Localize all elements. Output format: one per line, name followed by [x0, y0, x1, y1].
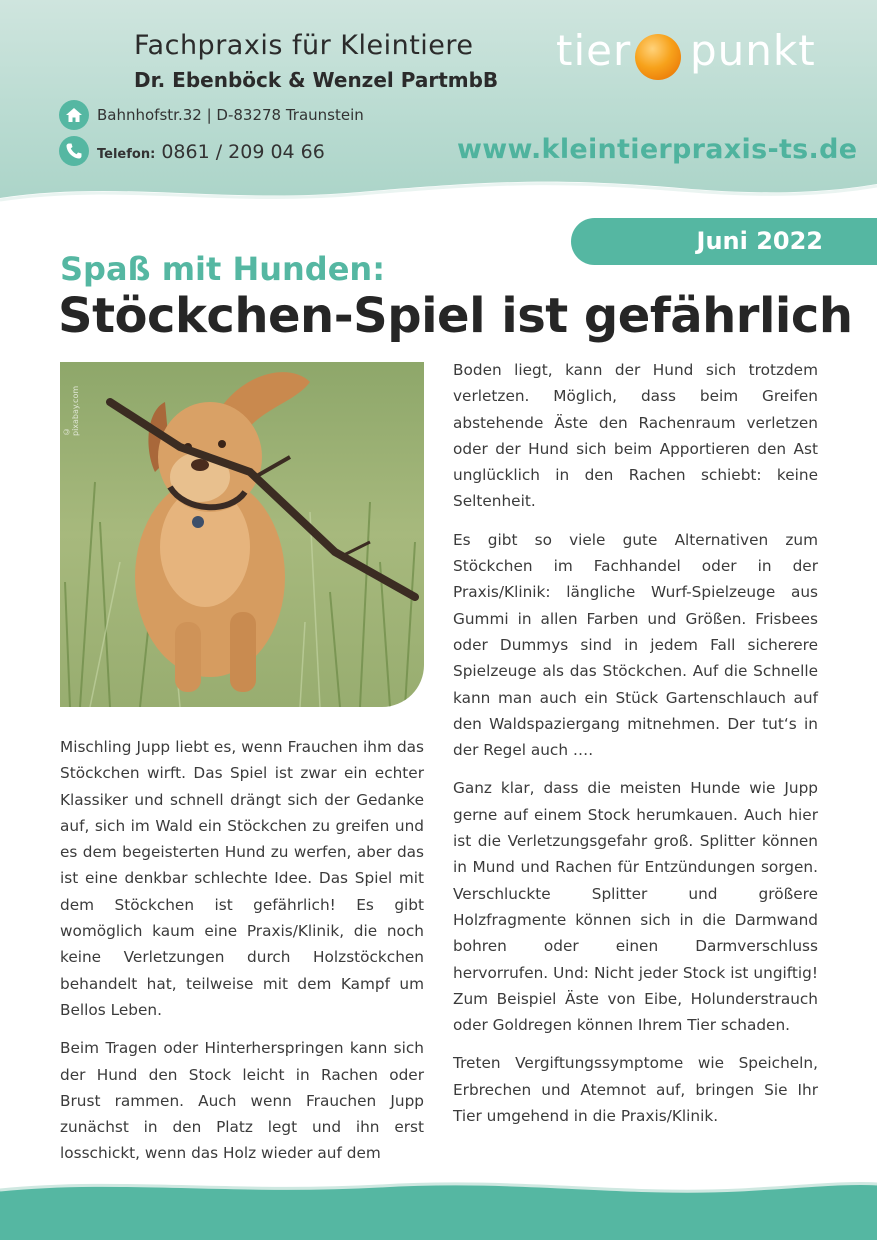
paragraph: Treten Vergiftungssymptome wie Speicheln, Erbrechen und Atemnot auf, bringen Sie Ihr Tier umgehend in die Praxis/Klinik.	[453, 1054, 818, 1126]
article-column-left	[60, 734, 424, 1179]
paragraph: Mischling Jupp liebt es, wenn Frauchen ihm das Stöckchen wirft. Das Spiel ist zwar ein echter Klassiker und schnell drängt sich der Gedanke auf, sich im Wald ein Stöckchen zu greifen und es dem begeisterten Hund zu werfen, aber das ist eine denkbar schlechte Idee. Das Spiel mit dem Stöckchen ist gefährlich! Es gibt womöglich kaum eine Praxis/Klinik, die noch keine Verletzungen durch Holzstöckchen behandelt hat, teilweise mit dem Kampf um Bellos Leben.	[60, 738, 424, 1019]
address: Bahnhofstr.32 | D-83278 Traunstein	[97, 106, 364, 124]
logo-word-right: punkt	[690, 26, 816, 75]
phone-line	[97, 141, 325, 163]
website-link[interactable]: www.kleintierpraxis-ts.de	[457, 134, 858, 165]
issue-date: Juni 2022	[696, 227, 823, 255]
paragraph: Boden liegt, kann der Hund sich trotzdem verletzen. Möglich, dass beim Greifen abstehende Äste den Rachenraum verletzen oder der Hund sich beim Apportieren den Ast unglücklich in den Rachen schiebt: keine Seltenheit.	[453, 361, 818, 511]
home-icon	[59, 100, 89, 130]
article-column-right	[453, 357, 818, 1141]
article-headline: Stöckchen-Spiel ist gefährlich	[58, 288, 853, 344]
footer-wave	[0, 1160, 877, 1240]
practice-owners: Dr. Ebenböck & Wenzel PartmbB	[134, 68, 499, 92]
phone-icon	[59, 136, 89, 166]
phone-label: Telefon:	[97, 147, 156, 162]
header-wave	[0, 170, 877, 220]
dog-with-stick-photo	[60, 362, 424, 707]
tierpunkt-logo[interactable]	[556, 26, 826, 86]
article-kicker: Spaß mit Hunden:	[60, 250, 385, 288]
issue-date-badge	[571, 218, 877, 265]
paragraph: Beim Tragen oder Hinterherspringen kann sich der Hund den Stock leicht in Rachen oder Brust rammen. Auch wenn Frauchen Jupp zunächst in den Platz legt und ihn erst losschickt, wenn das Holz wieder auf dem	[60, 1039, 424, 1163]
practice-name: Fachpraxis für Kleintiere	[134, 30, 474, 61]
logo-word-left: tier	[556, 26, 632, 75]
photo-credit: © pixabay.com	[62, 385, 80, 436]
paragraph: Es gibt so viele gute Alternativen zum Stöckchen im Fachhandel oder in der Praxis/Klinik: längliche Wurf-Spielzeuge aus Gummi in allen Farben und Größen. Frisbees oder Dummys sind in jedem Fall sicherere Spielzeuge als das Stöckchen. Auf die Schnelle kann man auch ein Stück Gartenschlauch auf den Waldspaziergang mitnehmen. Der tut‘s in der Regel auch ….	[453, 530, 818, 760]
paragraph: Ganz klar, dass die meisten Hunde wie Jupp gerne auf einem Stock herumkauen. Auch hier ist die Verletzungsgefahr groß. Splitter können in Mund und Rachen für Entzündungen sorgen. Verschluckte Splitter und größere Holzfragmente können sich in die Darmwand bohren oder einen Darmverschluss hervorrufen. Und: Nicht jeder Stock ist ungiftig! Zum Beispiel Äste von Eibe, Holunderstrauch oder Goldregen können Ihrem Tier schaden.	[453, 779, 818, 1035]
logo-orange-dot-icon	[635, 34, 681, 80]
phone-number[interactable]: 0861 / 209 04 66	[161, 141, 325, 163]
